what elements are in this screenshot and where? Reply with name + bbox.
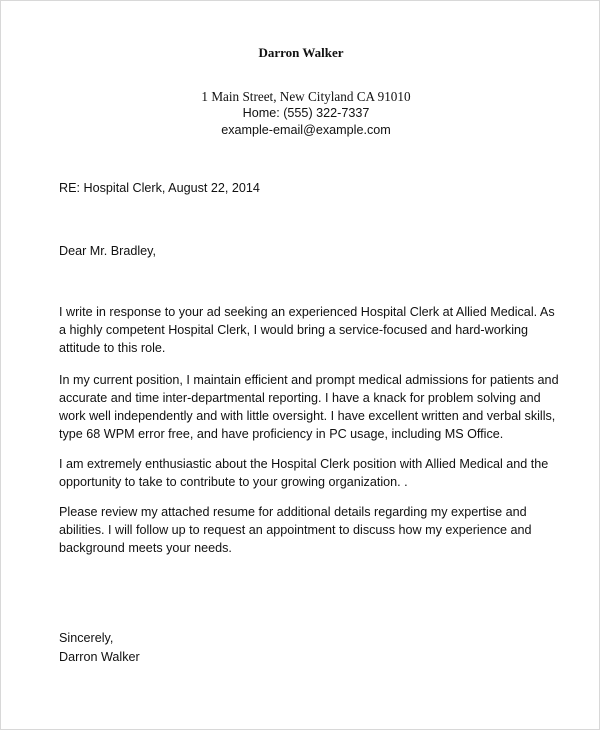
- subject-line: RE: Hospital Clerk, August 22, 2014: [59, 181, 260, 195]
- body-paragraph-4: Please review my attached resume for additional details regarding my expertise and abilities. I will follow up to request an appointment to discuss how my experience and background meets your needs.: [59, 505, 532, 555]
- sender-phone: Home: (555) 322-7337: [242, 106, 370, 120]
- closing: Sincerely,: [59, 631, 114, 645]
- body-paragraph-3: I am extremely enthusiastic about the Hospital Clerk position with Allied Medical and the opportunity to take to contribute to your growing organization. .: [59, 457, 549, 489]
- sender-street: 1 Main Street, New Cityland CA 91010: [201, 89, 411, 104]
- sender-name: Darron Walker: [258, 45, 344, 60]
- body-paragraph-2: In my current position, I maintain efficient and prompt medical admissions for patients and accurate and time inter-departmental reporting. I have a knack for problem solving and work well independently and with little oversight. I have excellent written and verbal skills, type 68 WPM error free, and have proficiency in PC usage, including MS Office.: [59, 373, 559, 441]
- signature-name: Darron Walker: [59, 650, 140, 664]
- salutation: Dear Mr. Bradley,: [59, 244, 157, 258]
- body-paragraph-1: I write in response to your ad seeking an experienced Hospital Clerk at Allied Medical. As a highly competent Hospital Clerk, I would bring a service-focused and hard-working attitude to this role.: [59, 305, 555, 355]
- sender-address-block: [1, 88, 600, 139]
- sender-email: example-email@example.com: [221, 123, 391, 137]
